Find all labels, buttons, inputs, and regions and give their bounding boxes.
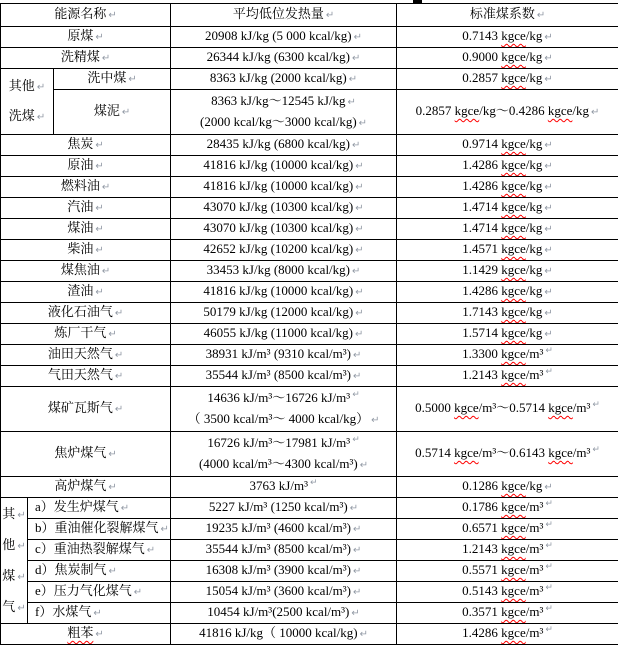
coef-value: 1.4286 kgce/kg ↵ [462, 283, 553, 298]
header-coal-coef-label: 标准煤系数 ↵ [469, 6, 546, 21]
heat-value: 35544 kJ/m³ (8500 kcal/m³) ↵ [205, 541, 362, 556]
return-mark-icon: ↵ [353, 32, 363, 43]
heat-value-line: 16726 kJ/m³～17981 kJ/m³ ↵ [207, 434, 360, 450]
heat-value: 43070 kJ/kg (10300 kcal/kg) ↵ [203, 220, 364, 235]
return-mark-icon: ↵ [544, 329, 553, 340]
coef-value-cell [397, 477, 618, 498]
coef-value-cell [397, 540, 618, 561]
return-mark-icon: ↵ [545, 625, 553, 635]
heat-value-cell [171, 324, 397, 345]
return-mark-icon: ↵ [353, 545, 362, 556]
coef-value-cell [397, 198, 618, 219]
return-mark-icon: ↵ [353, 350, 362, 361]
header-energy-name [1, 4, 171, 27]
table-row [1, 240, 618, 261]
coef-value-cell [397, 324, 618, 345]
energy-name-cell [28, 561, 171, 582]
return-mark-icon: ↵ [545, 583, 553, 593]
energy-name: 汽油 ↵ [67, 199, 104, 214]
energy-name-cell [1, 27, 171, 48]
energy-name-cell [1, 198, 171, 219]
energy-name: 洗精煤 ↵ [60, 49, 111, 64]
coef-value: 0.5714 kgce/m³～0.6143 kgce/m³ ↵ [415, 445, 600, 460]
coef-value-cell [397, 582, 618, 603]
table-row [1, 90, 618, 135]
heat-value-cell [171, 540, 397, 561]
return-mark-icon: ↵ [544, 32, 553, 43]
return-mark-icon: ↵ [160, 524, 169, 535]
energy-name: 煤泥 ↵ [93, 103, 131, 118]
return-mark-icon: ↵ [17, 509, 26, 521]
energy-name: c）重油热裂解煤气 ↵ [35, 541, 156, 556]
return-mark-icon: ↵ [545, 562, 553, 572]
return-mark-icon: ↵ [95, 140, 104, 151]
heat-value-cell [171, 240, 397, 261]
coef-value-cell [397, 69, 618, 90]
return-mark-icon: ↵ [353, 371, 362, 382]
return-mark-icon: ↵ [17, 571, 26, 583]
heat-value-cell [171, 261, 397, 282]
return-mark-icon: ↵ [352, 53, 361, 64]
return-mark-icon: ↵ [17, 540, 26, 552]
return-mark-icon: ↵ [352, 434, 360, 445]
return-mark-icon: ↵ [353, 587, 362, 598]
group-label-char: 气 ↵ [2, 598, 26, 614]
coef-value: 0.5143 kgce/m³ ↵ [462, 583, 553, 598]
return-mark-icon: ↵ [146, 545, 156, 556]
energy-name: d）焦炭制气 ↵ [35, 562, 117, 577]
energy-name: 油田天然气 ↵ [47, 346, 124, 361]
coef-value-cell [397, 519, 618, 540]
heat-value-cell [171, 69, 397, 90]
return-mark-icon: ↵ [93, 608, 102, 619]
return-mark-icon: ↵ [355, 245, 364, 256]
coef-value: 1.2143 kgce/m³ ↵ [462, 541, 553, 556]
coef-value-cell [397, 387, 618, 432]
table-row [1, 624, 618, 645]
energy-name: 煤矿瓦斯气 ↵ [47, 400, 124, 415]
return-mark-icon: ↵ [355, 287, 364, 298]
coef-value: 1.4286 kgce/kg ↵ [462, 178, 553, 193]
coef-value-cell [397, 282, 618, 303]
coef-value: 1.1429 kgce/kg ↵ [462, 262, 553, 277]
heat-value-cell [171, 477, 397, 498]
return-mark-icon: ↵ [544, 245, 553, 256]
coef-value-cell [397, 219, 618, 240]
heat-value-cell [171, 303, 397, 324]
energy-name-cell [1, 477, 171, 498]
coef-value-cell [397, 366, 618, 387]
heat-value-cell [171, 90, 397, 135]
energy-name-cell [1, 261, 171, 282]
return-mark-icon: ↵ [355, 203, 364, 214]
heat-value-cell [171, 387, 397, 432]
table-header-row [1, 4, 618, 27]
return-mark-icon: ↵ [114, 308, 124, 319]
coef-value: 0.7143 kgce/kg ↵ [462, 28, 553, 43]
table-row [1, 198, 618, 219]
energy-name: 焦炉煤气 ↵ [54, 445, 117, 460]
energy-name: 焦炭 ↵ [67, 136, 104, 151]
return-mark-icon: ↵ [95, 629, 104, 640]
table-row [1, 387, 618, 432]
return-mark-icon: ↵ [108, 566, 117, 577]
heat-value: 38931 kJ/m³ (9310 kcal/m³) ↵ [205, 346, 362, 361]
heat-value-cell [171, 27, 397, 48]
group-label-char: 煤 ↵ [2, 567, 26, 583]
return-mark-icon: ↵ [544, 53, 553, 64]
heat-value-cell [171, 366, 397, 387]
coef-value-cell [397, 240, 618, 261]
coef-value: 0.2857 kgce/kg ↵ [462, 70, 553, 85]
energy-name-cell [28, 603, 171, 624]
return-mark-icon: ↵ [95, 287, 104, 298]
coef-value: 0.6571 kgce/m³ ↵ [462, 520, 553, 535]
energy-name: 高炉煤气 ↵ [54, 478, 117, 493]
energy-name: 原油 ↵ [67, 157, 104, 172]
coef-value: 1.4571 kgce/kg ↵ [462, 241, 553, 256]
energy-name: 燃料油 ↵ [60, 178, 111, 193]
table-row [1, 156, 618, 177]
table-row [1, 477, 618, 498]
coef-value-cell [397, 90, 618, 135]
energy-name: 炼厂干气 ↵ [54, 325, 117, 340]
return-mark-icon: ↵ [545, 346, 553, 356]
return-mark-icon: ↵ [536, 10, 546, 21]
return-mark-icon: ↵ [355, 224, 364, 235]
group-cell-other-coal-gas [1, 498, 28, 624]
return-mark-icon: ↵ [352, 140, 361, 151]
heat-value-cell [171, 603, 397, 624]
return-mark-icon: ↵ [592, 400, 600, 410]
heat-value-line: (4000 kcal/m³～4300 kcal/m³) ↵ [198, 455, 369, 471]
heat-value-line: (2000 kcal/kg～3000 kcal/kg) ↵ [199, 113, 368, 129]
energy-name: 洗中煤 ↵ [87, 70, 137, 85]
energy-name: 粗苯 ↵ [67, 625, 104, 640]
coef-value: 0.5571 kgce/m³ ↵ [462, 562, 553, 577]
return-mark-icon: ↵ [101, 266, 111, 277]
return-mark-icon: ↵ [133, 587, 143, 598]
return-mark-icon: ↵ [36, 81, 46, 93]
heat-value: 3763 kJ/m³ ↵ [249, 478, 318, 493]
coef-value: 1.5714 kgce/kg ↵ [462, 325, 553, 340]
return-mark-icon: ↵ [358, 117, 368, 129]
heat-value-line: （ 3500 kcal/m³～ 4000 kcal/kg） ↵ [187, 410, 380, 426]
coef-value-cell [397, 603, 618, 624]
energy-name-cell [1, 387, 171, 432]
coef-value: 1.4714 kgce/kg ↵ [462, 220, 553, 235]
return-mark-icon: ↵ [355, 329, 364, 340]
heat-value: 16308 kJ/m³ (3900 kcal/m³) ↵ [205, 562, 362, 577]
return-mark-icon: ↵ [545, 367, 553, 377]
energy-name-cell [1, 156, 171, 177]
heat-value-cell [171, 219, 397, 240]
return-mark-icon: ↵ [128, 74, 137, 85]
energy-name-cell [28, 582, 171, 603]
return-mark-icon: ↵ [545, 499, 553, 509]
coef-value-cell [397, 432, 618, 477]
coef-value-cell [397, 345, 618, 366]
return-mark-icon: ↵ [121, 107, 131, 118]
coef-value-cell [397, 27, 618, 48]
return-mark-icon: ↵ [544, 161, 553, 172]
return-mark-icon: ↵ [544, 482, 553, 493]
return-mark-icon: ↵ [309, 478, 318, 488]
energy-name: a）发生炉煤气 ↵ [35, 499, 130, 514]
coef-value-cell [397, 177, 618, 198]
return-mark-icon: ↵ [544, 266, 553, 277]
table-row [1, 582, 618, 603]
coef-value: 0.5000 kgce/m³～0.5714 kgce/m³ ↵ [415, 400, 600, 415]
coef-value-cell [397, 303, 618, 324]
group-label-char: 他 ↵ [2, 536, 26, 552]
table-row [1, 303, 618, 324]
coef-value: 0.2857 kgce/kg～0.4286 kgce/kg ↵ [415, 103, 600, 118]
heat-value: 41816 kJ/kg（ 10000 kcal/kg) ↵ [199, 625, 368, 640]
energy-coal-coefficient-table [0, 3, 618, 645]
coef-value: 0.9714 kgce/kg ↵ [462, 136, 553, 151]
return-mark-icon: ↵ [355, 161, 364, 172]
heat-value: 20908 kJ/kg (5 000 kcal/kg) ↵ [205, 28, 363, 43]
energy-name: b）重油催化裂解煤气 ↵ [35, 520, 169, 535]
heat-value-cell [171, 177, 397, 198]
energy-name-cell [28, 519, 171, 540]
return-mark-icon: ↵ [353, 524, 362, 535]
return-mark-icon: ↵ [352, 266, 361, 277]
table-row [1, 27, 618, 48]
energy-name-cell [1, 282, 171, 303]
return-mark-icon: ↵ [544, 203, 553, 214]
return-mark-icon: ↵ [95, 245, 104, 256]
energy-name-cell [1, 219, 171, 240]
heat-value-cell [171, 561, 397, 582]
heat-value-cell [171, 345, 397, 366]
coef-value: 1.7143 kgce/kg ↵ [462, 304, 553, 319]
energy-name: 渣油 ↵ [67, 283, 104, 298]
heat-value: 42652 kJ/kg (10200 kcal/kg) ↵ [203, 241, 364, 256]
return-mark-icon: ↵ [108, 10, 117, 21]
table-row [1, 69, 618, 90]
coef-value-cell [397, 48, 618, 69]
header-energy-name-label: 能源名称 ↵ [54, 6, 117, 21]
heat-value: 28435 kJ/kg (6800 kcal/kg) ↵ [206, 136, 361, 151]
coef-value-cell [397, 561, 618, 582]
energy-name: 煤油 ↵ [67, 220, 104, 235]
energy-name-cell [1, 366, 171, 387]
return-mark-icon: ↵ [108, 329, 117, 340]
heat-value-cell [171, 198, 397, 219]
header-heat-value-label: 平均低位发热量 ↵ [232, 6, 335, 21]
return-mark-icon: ↵ [353, 566, 362, 577]
return-mark-icon: ↵ [355, 182, 364, 193]
heat-value-cell [171, 582, 397, 603]
return-mark-icon: ↵ [544, 287, 553, 298]
energy-name-cell [1, 303, 171, 324]
coef-value: 1.4286 kgce/m³ ↵ [462, 625, 553, 640]
heat-value: 46055 kJ/kg (11000 kcal/kg) ↵ [203, 325, 364, 340]
heat-value-cell [171, 48, 397, 69]
energy-name-cell [28, 540, 171, 561]
heat-value: 10454 kJ/m³(2500 kcal/m³) ↵ [207, 604, 360, 619]
return-mark-icon: ↵ [544, 224, 553, 235]
heat-value-line: 14636 kJ/m³～16726 kJ/m³ ↵ [207, 389, 360, 405]
return-mark-icon: ↵ [114, 404, 124, 415]
heat-value: 35544 kJ/m³ (8500 kcal/m³) ↵ [205, 367, 362, 382]
table-row [1, 603, 618, 624]
table-row [1, 519, 618, 540]
return-mark-icon: ↵ [348, 74, 358, 85]
table-row [1, 324, 618, 345]
energy-name: 气田天然气 ↵ [47, 367, 124, 382]
heat-value: 15054 kJ/m³ (3600 kcal/m³) ↵ [205, 583, 362, 598]
header-coal-coef [397, 4, 618, 27]
return-mark-icon: ↵ [359, 629, 368, 640]
return-mark-icon: ↵ [120, 503, 130, 514]
return-mark-icon: ↵ [347, 96, 356, 108]
heat-value-cell [171, 432, 397, 477]
energy-name-cell [28, 498, 171, 519]
return-mark-icon: ↵ [371, 414, 380, 426]
coef-value: 0.1286 kgce/kg ↵ [462, 478, 553, 493]
group-cell-other-washed-coal [1, 69, 54, 135]
energy-name: f）水煤气 ↵ [35, 604, 102, 619]
heat-value-cell [171, 519, 397, 540]
energy-name-cell [1, 177, 171, 198]
heat-value: 8363 kJ/kg (2000 kcal/kg) ↵ [209, 70, 358, 85]
heat-value: 41816 kJ/kg (10000 kcal/kg) ↵ [203, 178, 364, 193]
heat-value-cell [171, 156, 397, 177]
coef-value: 1.3300 kgce/m³ ↵ [462, 346, 553, 361]
return-mark-icon: ↵ [95, 224, 104, 235]
group-label-line: 洗煤 ↵ [8, 107, 46, 123]
return-mark-icon: ↵ [95, 161, 104, 172]
return-mark-icon: ↵ [544, 182, 553, 193]
return-mark-icon: ↵ [95, 203, 104, 214]
coef-value: 0.3571 kgce/m³ ↵ [462, 604, 553, 619]
table-row [1, 282, 618, 303]
coef-value-cell [397, 498, 618, 519]
return-mark-icon: ↵ [114, 350, 124, 361]
return-mark-icon: ↵ [359, 459, 369, 471]
coef-value-cell [397, 624, 618, 645]
return-mark-icon: ↵ [544, 74, 553, 85]
heat-value: 26344 kJ/kg (6300 kcal/kg) ↵ [206, 49, 361, 64]
table-row [1, 540, 618, 561]
coef-value: 0.1786 kgce/m³ ↵ [462, 499, 553, 514]
coef-value: 1.4714 kgce/kg ↵ [462, 199, 553, 214]
return-mark-icon: ↵ [349, 503, 359, 514]
return-mark-icon: ↵ [351, 608, 360, 619]
return-mark-icon: ↵ [355, 308, 364, 319]
return-mark-icon: ↵ [544, 308, 553, 319]
heat-value: 19235 kJ/m³ (4600 kcal/m³) ↵ [205, 520, 362, 535]
energy-name: e）压力气化煤气 ↵ [35, 583, 143, 598]
group-label-line: 其他 ↵ [8, 77, 46, 93]
coef-value: 1.2143 kgce/m³ ↵ [462, 367, 553, 382]
table-row [1, 219, 618, 240]
coef-value: 0.9000 kgce/kg ↵ [462, 49, 553, 64]
table-row [1, 345, 618, 366]
return-mark-icon: ↵ [114, 371, 124, 382]
return-mark-icon: ↵ [544, 140, 553, 151]
energy-name-cell [1, 624, 171, 645]
return-mark-icon: ↵ [108, 482, 117, 493]
return-mark-icon: ↵ [592, 445, 600, 455]
heat-value: 41816 kJ/kg (10000 kcal/kg) ↵ [203, 157, 364, 172]
energy-name-cell [1, 240, 171, 261]
heat-value-line: 8363 kJ/kg～12545 kJ/kg ↵ [211, 92, 356, 108]
heat-value: 41816 kJ/kg (10000 kcal/kg) ↵ [203, 283, 364, 298]
table-row [1, 366, 618, 387]
return-mark-icon: ↵ [325, 10, 335, 21]
return-mark-icon: ↵ [101, 182, 111, 193]
coef-value-cell [397, 156, 618, 177]
coef-value-cell [397, 135, 618, 156]
energy-name-cell [1, 324, 171, 345]
table-row [1, 48, 618, 69]
heat-value: 50179 kJ/kg (12000 kcal/kg) ↵ [203, 304, 364, 319]
coef-value: 1.4286 kgce/kg ↵ [462, 157, 553, 172]
energy-name: 液化石油气 ↵ [47, 304, 124, 319]
heat-value-cell [171, 282, 397, 303]
return-mark-icon: ↵ [108, 449, 117, 460]
table-row [1, 135, 618, 156]
return-mark-icon: ↵ [545, 541, 553, 551]
heat-value: 5227 kJ/m³ (1250 kcal/m³) ↵ [208, 499, 359, 514]
energy-name-cell [54, 69, 171, 90]
energy-name-cell [1, 48, 171, 69]
energy-name: 原煤 ↵ [67, 28, 104, 43]
energy-name-cell [54, 90, 171, 135]
energy-name-cell [1, 432, 171, 477]
return-mark-icon: ↵ [545, 604, 553, 614]
return-mark-icon: ↵ [17, 602, 26, 614]
heat-value: 33453 kJ/kg (8000 kcal/kg) ↵ [206, 262, 361, 277]
group-label-char: 其 ↵ [2, 505, 26, 521]
heat-value-cell [171, 624, 397, 645]
table-row [1, 498, 618, 519]
heat-value-cell [171, 498, 397, 519]
header-heat-value [171, 4, 397, 27]
table-row [1, 432, 618, 477]
heat-value: 43070 kJ/kg (10300 kcal/kg) ↵ [203, 199, 364, 214]
coef-value-cell [397, 261, 618, 282]
return-mark-icon: ↵ [591, 107, 600, 118]
return-mark-icon: ↵ [352, 389, 360, 400]
energy-name: 煤焦油 ↵ [60, 262, 111, 277]
return-mark-icon: ↵ [101, 53, 111, 64]
table-row [1, 561, 618, 582]
table-row [1, 177, 618, 198]
heat-value-cell [171, 135, 397, 156]
energy-name-cell [1, 345, 171, 366]
return-mark-icon: ↵ [36, 111, 46, 123]
return-mark-icon: ↵ [545, 520, 553, 530]
return-mark-icon: ↵ [95, 32, 104, 43]
table-row [1, 261, 618, 282]
energy-name: 柴油 ↵ [67, 241, 104, 256]
energy-name-cell [1, 135, 171, 156]
